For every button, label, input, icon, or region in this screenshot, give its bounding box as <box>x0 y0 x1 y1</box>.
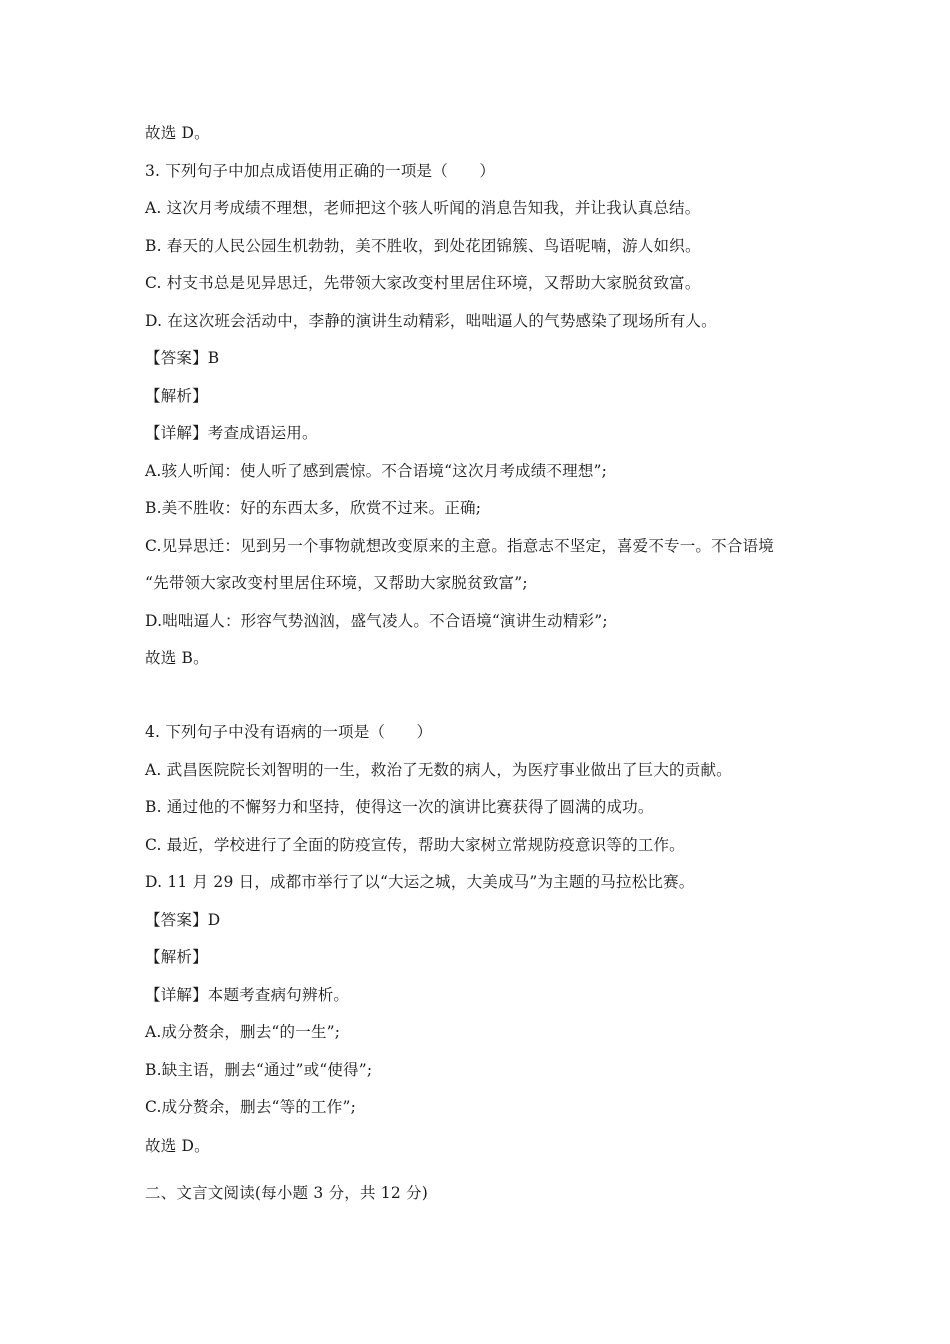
question-4-conclusion: 故选 D。 <box>145 1137 210 1155</box>
question-3-option-a: A. 这次月考成绩不理想，老师把这个骇人听闻的消息告知我，并让我认真总结。 <box>145 199 701 217</box>
question-3-option-b: B. 春天的人民公园生机勃勃，美不胜收，到处花团锦簇、鸟语呢喃，游人如织。 <box>145 237 701 255</box>
question-4-detail: 【详解】本题考查病句辨析。 <box>145 986 350 1004</box>
question-3-option-d: D. 在这次班会活动中，李静的演讲生动精彩，咄咄逼人的气势感染了现场所有人。 <box>145 312 717 330</box>
question-4-analysis-heading: 【解析】 <box>145 948 208 966</box>
question-4-answer: 【答案】D <box>145 911 221 929</box>
question-4-option-d: D. 11 月 29 日，成都市举行了以“大运之城，大美成马”为主题的马拉松比赛。 <box>145 873 695 891</box>
question-4-option-c: C. 最近，学校进行了全面的防疫宣传，帮助大家树立常规防疫意识等的工作。 <box>145 836 685 854</box>
question-3-conclusion: 故选 B。 <box>145 649 209 667</box>
question-4-option-b: B. 通过他的不懈努力和坚持，使得这一次的演讲比赛获得了圆满的成功。 <box>145 798 654 816</box>
question-3-detail: 【详解】考查成语运用。 <box>145 424 318 442</box>
question-3-stem: 3. 下列句子中加点成语使用正确的一项是（ ） <box>145 162 496 180</box>
question-4-explain-b: B.缺主语，删去“通过”或“使得”; <box>145 1061 373 1079</box>
question-3-answer: 【答案】B <box>145 349 220 367</box>
question-4-explain-a: A.成分赘余，删去“的一生”; <box>145 1023 341 1041</box>
question-3-explain-b: B.美不胜收：好的东西太多，欣赏不过来。正确; <box>145 499 482 517</box>
question-3-analysis-heading: 【解析】 <box>145 387 208 405</box>
question-3-explain-c: C.见异思迁：见到另一个事物就想改变原来的主意。指意志不坚定，喜爱不专一。不合语境 <box>145 537 774 555</box>
question-3-explain-c-continued: “先带领大家改变村里居住环境，又帮助大家脱贫致富”; <box>145 574 528 592</box>
question-4-option-a: A. 武昌医院院长刘智明的一生，救治了无数的病人，为医疗事业做出了巨大的贡献。 <box>145 761 732 779</box>
question-3-explain-a: A.骇人听闻：使人听了感到震惊。不合语境“这次月考成绩不理想”; <box>145 462 608 480</box>
question-3-explain-d: D.咄咄逼人：形容气势汹汹，盛气凌人。不合语境“演讲生动精彩”; <box>145 612 608 630</box>
question-4-explain-c: C.成分赘余，删去“等的工作”; <box>145 1098 357 1116</box>
question-4-stem: 4. 下列句子中没有语病的一项是（ ） <box>145 723 433 741</box>
question-3-option-c: C. 村支书总是见异思迁，先带领大家改变村里居住环境，又帮助大家脱贫致富。 <box>145 274 701 292</box>
conclusion-q2: 故选 D。 <box>145 124 210 142</box>
section-2-heading: 二、文言文阅读(每小题 3 分，共 12 分) <box>145 1184 428 1202</box>
